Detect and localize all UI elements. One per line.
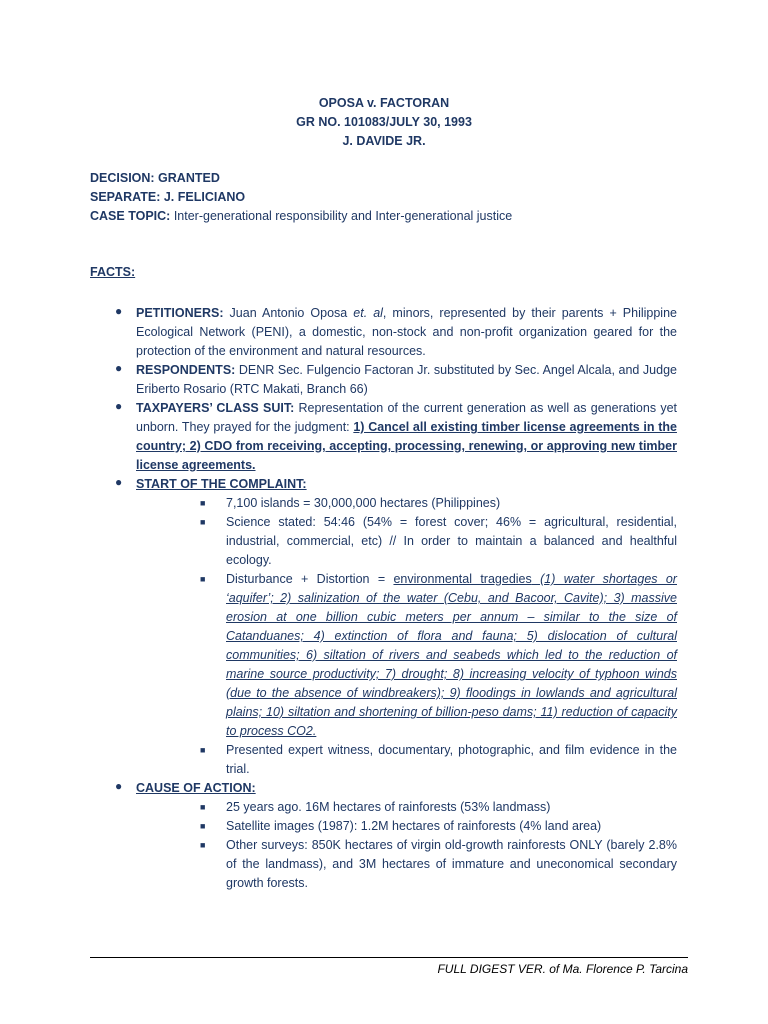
complaint-subitem <box>200 494 677 513</box>
cause-subitem-text: Other surveys: 850K hectares of virgin old-growth rainforests ONLY (barely 2.8% of the landmass), and 3M hectares of immature and uneconomical secondary growth forests. <box>226 838 677 890</box>
square-bullet-icon: ■ <box>200 574 206 584</box>
petitioners-label: PETITIONERS: <box>136 306 224 320</box>
cause-subitem <box>200 798 677 817</box>
facts-heading: FACTS: <box>90 265 136 279</box>
cause-subitem <box>200 817 677 836</box>
separate-line: SEPARATE: J. FELICIANO <box>90 190 246 204</box>
ponente: J. DAVIDE JR. <box>342 134 426 148</box>
cause-subitem-text: Satellite images (1987): 1.2M hectares of rainforests (4% land area) <box>226 819 602 833</box>
cause-subitem-text: 25 years ago. 16M hectares of rainforests (53% landmass) <box>226 800 551 814</box>
taxpayers-item <box>115 399 677 475</box>
respondents-text: DENR Sec. Fulgencio Factoran Jr. substituted by Sec. Angel Alcala, and Judge Eriberto Rosario (RTC Makati, Branch 66) <box>136 363 677 396</box>
square-bullet-icon: ■ <box>200 517 206 527</box>
complaint-label: START OF THE COMPLAINT: <box>136 477 307 491</box>
cause-label: CAUSE OF ACTION: <box>136 781 256 795</box>
decision-line: DECISION: GRANTED <box>90 171 220 185</box>
respondents-item <box>115 361 677 399</box>
complaint-item <box>115 475 677 494</box>
petitioners-text-b: , minors, represented by their parents + Philippine Ecological Network (PENI), a domestic, non-stock and non-profit organization geared for the protection of the environment and natural resources. <box>136 306 677 358</box>
square-bullet-icon: ■ <box>200 840 206 850</box>
case-topic-label: CASE TOPIC: <box>90 209 171 223</box>
petitioners-text-a: Juan Antonio Oposa <box>223 306 354 320</box>
cause-item <box>115 779 677 798</box>
cause-subitem <box>200 836 677 893</box>
complaint-subitem-text: Presented expert witness, documentary, photographic, and film evidence in the trial. <box>226 743 677 776</box>
square-bullet-icon: ■ <box>200 745 206 755</box>
bullet-icon: ● <box>115 399 123 413</box>
square-bullet-icon: ■ <box>200 821 206 831</box>
case-title: OPOSA v. FACTORAN <box>318 96 450 110</box>
case-topic-line <box>90 209 512 223</box>
bullet-icon: ● <box>115 475 123 489</box>
petitioners-etal: et. al <box>353 306 383 320</box>
square-bullet-icon: ■ <box>200 498 206 508</box>
complaint-subitem <box>200 741 677 779</box>
bullet-icon: ● <box>115 304 123 318</box>
complaint-subitem-text: 7,100 islands = 30,000,000 hectares (Philippines) <box>226 496 501 510</box>
footer-credit: FULL DIGEST VER. of Ma. Florence P. Tarcina <box>437 962 688 976</box>
complaint-subitem-text: Science stated: 54:46 (54% = forest cover; 46% = agricultural, residential, industrial, commercial, etc) // In order to maintain a balanced and healthful ecology. <box>226 515 677 567</box>
environmental-tragedies-label: environmental tragedies <box>393 572 532 586</box>
taxpayers-label: TAXPAYERS’ CLASS SUIT: <box>136 401 295 415</box>
case-topic-value: Inter-generational responsibility and Inter-generational justice <box>170 209 513 223</box>
square-bullet-icon: ■ <box>200 802 206 812</box>
footer-divider <box>90 957 688 958</box>
bullet-icon: ● <box>115 361 123 375</box>
complaint-subitem <box>200 513 677 570</box>
environmental-tragedies-list: (1) water shortages or ‘aquifer’; 2) salinization of the water (Cebu, and Bacoor, Cavite); 3) massive erosion at one billion cubic meters per annum – similar to the size of Catanduanes; 4) extinction of flora and fauna; 5) dislocation of cultural communities; 6) siltation of rivers and seabeds which led to the reduction of marine source productivity; 7) drought; 8) increasing velocity of typhoon winds (due to the absence of windbreakers); 9) floodings in lowlands and agricultural plains; 10) siltation and shortening of billion-peso dams; 11) reduction of capacity to process CO2. <box>226 572 677 738</box>
taxpayers-text: Representation of the current generation as well as generations yet unborn. They prayed for the judgment: <box>136 401 677 434</box>
complaint-subitem-text: Disturbance + Distortion = <box>226 572 394 586</box>
petitioners-item <box>115 304 677 361</box>
bullet-icon: ● <box>115 779 123 793</box>
case-number: GR NO. 101083/JULY 30, 1993 <box>296 115 472 129</box>
taxpayers-prayer: 1) Cancel all existing timber license agreements in the country; 2) CDO from receiving, accepting, processing, renewing, or approving new timber license agreements. <box>136 420 677 472</box>
complaint-subitem <box>200 570 677 741</box>
respondents-label: RESPONDENTS: <box>136 363 236 377</box>
